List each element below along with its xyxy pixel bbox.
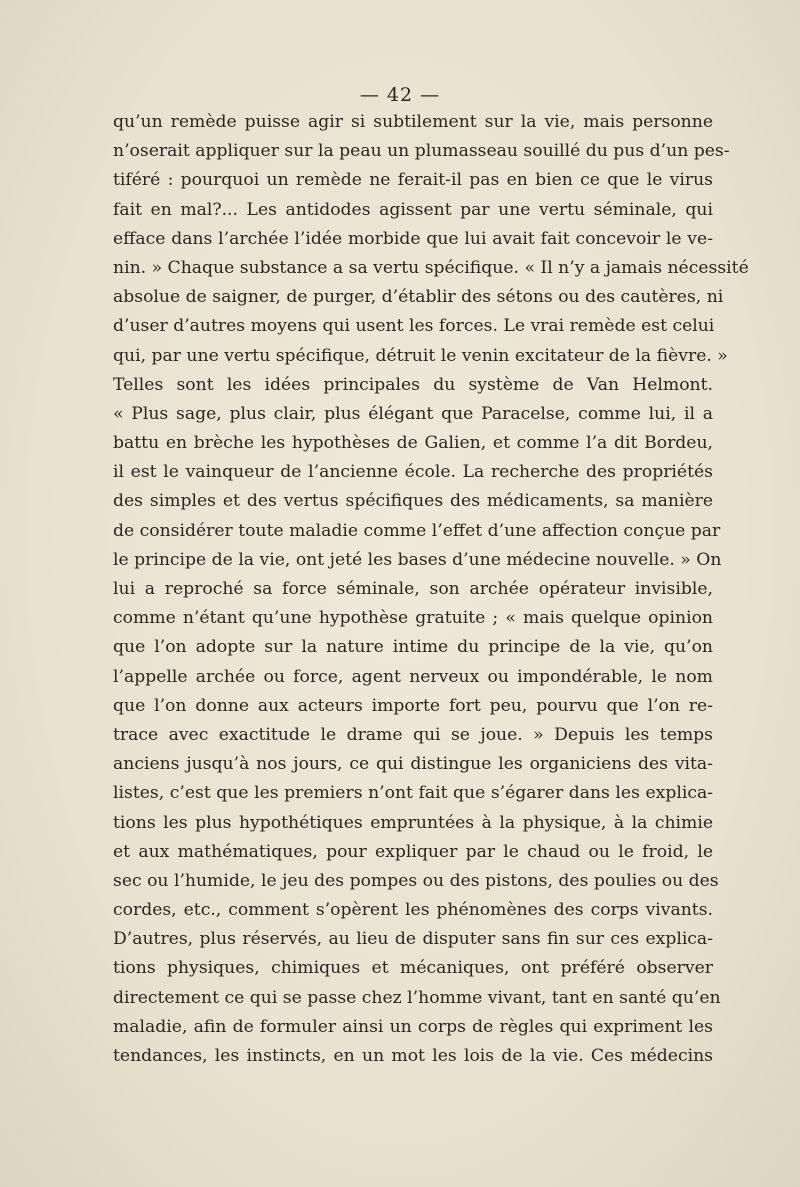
text-line: maladie, afin de formuler ainsi un corps de règles qui expriment les bbox=[113, 1016, 713, 1037]
text-line: lui a reproché sa force séminale, son archée opérateur invisible, bbox=[113, 579, 713, 599]
text-line: tendances, les instincts, en un mot les lois de la vie. Ces médecins bbox=[113, 1046, 713, 1066]
text-line: tions les plus hypothétiques empruntées à la physique, à la chimie bbox=[113, 812, 713, 833]
text-line: absolue de saigner, de purger, d’établir des sétons ou des cautères, ni bbox=[113, 287, 724, 308]
text-line: n’oserait appliquer sur la peau un plumasseau souillé du pus d’un pes- bbox=[113, 141, 730, 162]
text-line: « Plus sage, plus clair, plus élégant que Paracelse, comme lui, il a bbox=[113, 403, 713, 424]
text-line: sec ou l’humide, le jeu des pompes ou des pistons, des poulies ou des bbox=[113, 870, 719, 891]
text-line: des simples et des vertus spécifiques des médicaments, sa manière bbox=[113, 491, 713, 512]
text-line: anciens jusqu’à nos jours, ce qui distingue les organiciens des vita- bbox=[113, 754, 713, 775]
text-line: l’appelle archée ou force, agent nerveux ou impondérable, le nom bbox=[113, 666, 713, 687]
text-line: nin. » Chaque substance a sa vertu spécifique. « Il n’y a jamais nécessité bbox=[113, 257, 749, 278]
body-text bbox=[113, 108, 749, 1071]
text-line: comme n’étant qu’une hypothèse gratuite ; « mais quelque opinion bbox=[113, 608, 713, 629]
text-line: que l’on adopte sur la nature intime du principe de la vie, qu’on bbox=[113, 637, 713, 658]
text-line: fait en mal?... Les antidodes agissent par une vertu séminale, qui bbox=[113, 199, 713, 220]
text-line: il est le vainqueur de l’ancienne école. La recherche des propriétés bbox=[113, 462, 713, 483]
text-line: efface dans l’archée l’idée morbide que lui avait fait concevoir le ve- bbox=[113, 228, 713, 249]
page-number: — 42 — bbox=[359, 84, 441, 106]
text-line: D’autres, plus réservés, au lieu de disputer sans fin sur ces explica- bbox=[113, 929, 713, 950]
text-line: que l’on donne aux acteurs importe fort peu, pourvu que l’on re- bbox=[113, 695, 713, 716]
text-line: d’user d’autres moyens qui usent les forces. Le vrai remède est celui bbox=[113, 316, 715, 337]
text-line: Telles sont les idées principales du système de Van Helmont. bbox=[113, 374, 713, 395]
text-line: directement ce qui se passe chez l’homme vivant, tant en santé qu’en bbox=[113, 987, 721, 1008]
text-line: et aux mathématiques, pour expliquer par le chaud ou le froid, le bbox=[113, 841, 713, 862]
text-line: qu’un remède puisse agir si subtilement sur la vie, mais personne bbox=[113, 112, 713, 132]
text-line: listes, c’est que les premiers n’ont fait que s’égarer dans les explica- bbox=[113, 783, 713, 804]
text-line: tions physiques, chimiques et mécaniques, ont préféré observer bbox=[113, 958, 713, 979]
text-line: battu en brèche les hypothèses de Galien, et comme l’a dit Bordeu, bbox=[113, 433, 713, 454]
text-line: trace avec exactitude le drame qui se joue. » Depuis les temps bbox=[113, 724, 713, 745]
text-line: qui, par une vertu spécifique, détruit le venin excitateur de la fièvre. » bbox=[113, 345, 728, 366]
text-line: de considérer toute maladie comme l’effet d’une affection conçue par bbox=[113, 520, 721, 541]
text-line: le principe de la vie, ont jeté les bases d’une médecine nouvelle. » On bbox=[113, 549, 722, 570]
text-line: tiféré : pourquoi un remède ne ferait-il pas en bien ce que le virus bbox=[113, 170, 713, 191]
text-line: cordes, etc., comment s’opèrent les phénomènes des corps vivants. bbox=[113, 900, 713, 921]
